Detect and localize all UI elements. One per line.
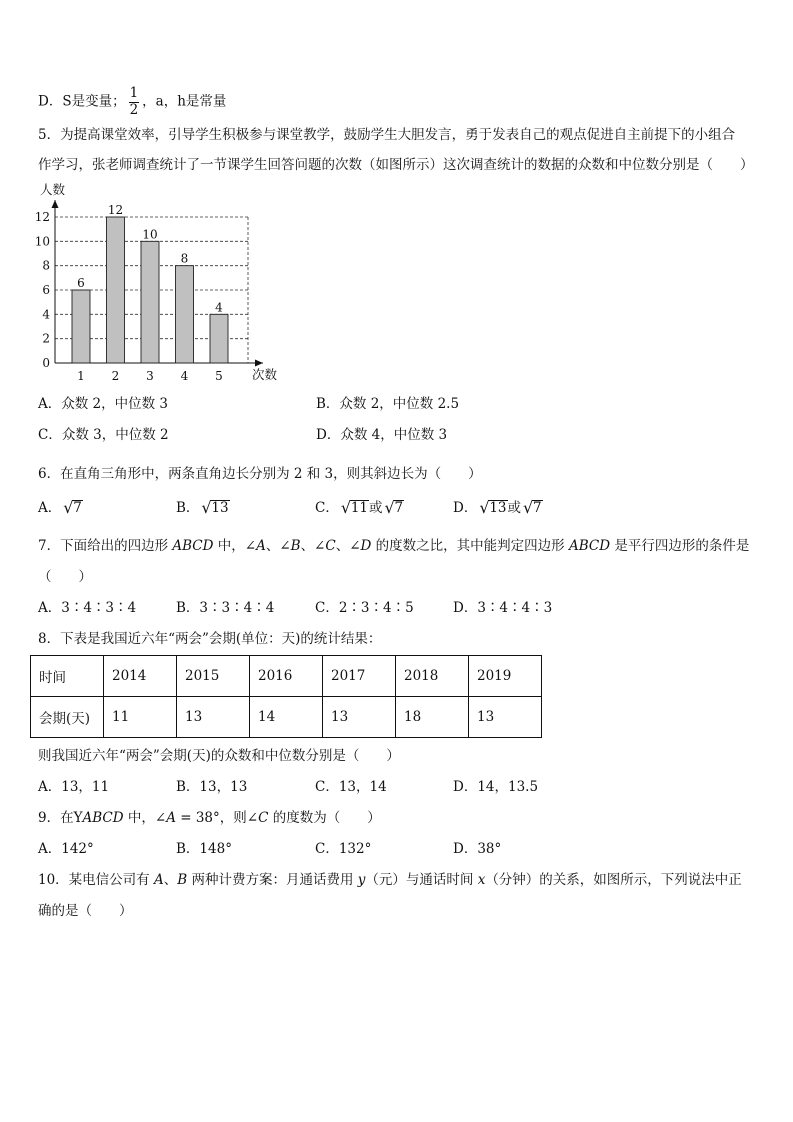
q7-option-b: B．3∶3∶4∶4	[176, 600, 275, 616]
q6-option-c	[315, 500, 404, 516]
q9-text: = 38°，则∠	[175, 810, 259, 826]
math-abcd: ABCD	[568, 538, 611, 554]
q6-option-d	[453, 500, 543, 516]
q7-text: 7．下面给出的四边形	[38, 538, 173, 554]
x-axis-label: 次数	[252, 367, 278, 382]
q10-text: （元）与通话时间	[365, 872, 478, 888]
math-b: B	[290, 538, 301, 554]
table-cell: 2018	[396, 656, 469, 697]
bar-chart	[30, 180, 290, 385]
math-x: x	[477, 872, 486, 888]
table-cell: 11	[104, 697, 177, 738]
q4-option-d	[38, 86, 226, 118]
q5-option-c: C．众数 3，中位数 2	[38, 427, 169, 443]
bar-value-label: 6	[77, 276, 85, 290]
q9-text: 9．在	[38, 810, 74, 826]
radicand: 7	[394, 500, 404, 516]
q7-text: 中，∠	[213, 538, 257, 554]
table-cell: 2017	[323, 656, 396, 697]
y-tick-label: 6	[42, 283, 50, 297]
q9-option-d: D．38°	[453, 841, 502, 857]
q6-option-b-label: B．	[176, 500, 200, 516]
math-c: C	[325, 538, 336, 554]
math-a: A	[153, 872, 164, 888]
q10-text: 、	[163, 872, 178, 888]
bar-value-label: 4	[215, 300, 223, 315]
q4-option-d-suffix: ，a，h是常量	[142, 93, 227, 110]
or-text: 或	[369, 500, 383, 516]
q10-stem-line2: 确的是（ ）	[38, 903, 133, 919]
y-tick-label: 12	[34, 210, 50, 224]
y-axis-arrow	[52, 200, 59, 208]
x-tick-label: 1	[77, 369, 85, 383]
math-c: C	[258, 810, 269, 826]
parallelogram-symbol: Y	[73, 810, 83, 826]
q6-option-b	[176, 500, 230, 516]
q7-option-c: C．2∶3∶4∶5	[315, 600, 414, 616]
q9-stem	[38, 810, 381, 826]
fraction-denominator: 2	[129, 101, 139, 118]
table-cell: 14	[250, 697, 323, 738]
table-row	[31, 697, 542, 738]
table-row	[31, 656, 542, 697]
fraction-one-half	[129, 86, 140, 118]
x-axis-arrow	[255, 360, 263, 367]
table-cell: 2016	[250, 656, 323, 697]
q9-option-b: B．148°	[176, 841, 232, 857]
bar	[141, 241, 159, 363]
bar	[210, 314, 228, 363]
y-tick-label: 8	[42, 258, 50, 273]
radicand: 13	[489, 500, 507, 516]
sqrt-symbol: √ 13	[201, 498, 229, 517]
q4-option-d-prefix: D．S是变量；	[38, 93, 126, 110]
q7-text: 、∠	[335, 538, 361, 554]
sqrt-symbol: √ 7	[63, 498, 82, 517]
x-tick-label: 4	[180, 369, 189, 383]
q7-stem-line2: （ ）	[38, 569, 92, 585]
bar	[176, 266, 194, 363]
table-cell: 2014	[104, 656, 177, 697]
x-tick-label: 5	[215, 369, 223, 383]
q8-option-b: B．13，13	[176, 779, 248, 795]
sqrt-symbol: √ 11	[340, 498, 369, 517]
table-cell: 13	[469, 697, 542, 738]
q7-text: 是平行四边形的条件是	[610, 538, 750, 554]
fraction-numerator: 1	[129, 85, 139, 101]
radicand: 13	[211, 500, 229, 516]
or-text: 或	[507, 500, 522, 516]
q8-option-c: C．13，14	[315, 779, 387, 795]
math-abcd: ABCD	[82, 810, 124, 826]
radicand: 11	[350, 500, 369, 516]
math-y: y	[357, 872, 366, 888]
y-tick-label: 0	[42, 356, 50, 370]
math-d: D	[360, 538, 372, 554]
q5-option-a: A．众数 2，中位数 3	[38, 396, 169, 412]
q6-option-a-label: A．	[38, 500, 62, 516]
math-a: A	[166, 810, 176, 826]
q8-option-d: D．14，13.5	[453, 779, 539, 795]
q7-option-a: A．3∶4∶3∶4	[38, 600, 137, 616]
q8-option-a: A．13，11	[38, 779, 110, 795]
q5-option-d: D．众数 4，中位数 3	[316, 427, 448, 443]
bar	[107, 217, 125, 363]
q6-option-d-label: D．	[453, 500, 478, 516]
q5-option-b: B．众数 2，中位数 2.5	[316, 396, 460, 412]
q8-table	[30, 655, 542, 738]
sqrt-symbol: √ 7	[384, 498, 404, 517]
q10-stem-line1	[38, 872, 742, 888]
q9-option-a: A．142°	[38, 841, 94, 857]
x-tick-label: 3	[146, 369, 154, 383]
table-cell: 2015	[177, 656, 250, 697]
q9-option-c: C．132°	[315, 841, 372, 857]
q10-text: （分钟）的关系，如图所示，下列说法中正	[485, 872, 742, 888]
q10-text: 10．某电信公司有	[38, 872, 154, 888]
q6-stem: 6．在直角三角形中，两条直角边长分别为 2 和 3，则其斜边长为（ ）	[38, 466, 482, 482]
q8-stem: 8．下表是我国近六年“两会”会期(单位：天)的统计结果：	[38, 631, 382, 647]
q7-stem-line1	[38, 538, 749, 554]
sqrt-symbol: √ 7	[523, 498, 542, 517]
bar-value-label: 10	[142, 227, 158, 242]
math-a: A	[256, 538, 266, 554]
q5-stem-line1: 5．为提高课堂效率，引导学生积极参与课堂教学，鼓励学生大胆发言，勇于发表自己的观点促进自主前提下的小组合	[38, 127, 736, 143]
table-cell: 18	[396, 697, 469, 738]
bar	[72, 290, 90, 363]
q9-text: 的度数为（ ）	[268, 810, 381, 826]
y-tick-label: 4	[42, 307, 50, 322]
sqrt-symbol: √ 13	[479, 498, 507, 517]
q6-option-c-label: C．	[315, 500, 339, 516]
q6-option-a	[38, 500, 83, 516]
table-cell: 会期(天)	[31, 697, 104, 738]
x-tick-label: 2	[111, 369, 120, 383]
table-cell: 2019	[469, 656, 542, 697]
bar-value-label: 12	[107, 203, 124, 217]
q8-question: 则我国近六年“两会”会期(天)的众数和中位数分别是（ ）	[38, 748, 400, 764]
math-abcd: ABCD	[172, 538, 214, 554]
math-b: B	[177, 872, 188, 888]
q10-text: 两种计费方案：月通话费用	[187, 872, 358, 888]
radicand: 7	[73, 500, 82, 516]
q7-text: 、∠	[265, 538, 291, 554]
table-cell: 时间	[31, 656, 104, 697]
q7-text: 的度数之比，其中能判定四边形	[371, 538, 569, 554]
y-tick-label: 10	[34, 234, 50, 249]
table-cell: 13	[177, 697, 250, 738]
y-tick-label: 2	[42, 331, 50, 346]
y-axis-label: 人数	[40, 182, 66, 197]
radicand: 7	[533, 500, 542, 516]
q7-text: 、∠	[300, 538, 326, 554]
q5-stem-line2: 作学习，张老师调查统计了一节课学生回答问题的次数（如图所示）这次调查统计的数据的众数和中位数分别是（ ）	[38, 157, 754, 173]
table-cell: 13	[323, 697, 396, 738]
q7-option-d: D．3∶4∶4∶3	[453, 600, 553, 616]
q9-text: 中，∠	[123, 810, 167, 826]
bar-value-label: 8	[180, 251, 189, 266]
